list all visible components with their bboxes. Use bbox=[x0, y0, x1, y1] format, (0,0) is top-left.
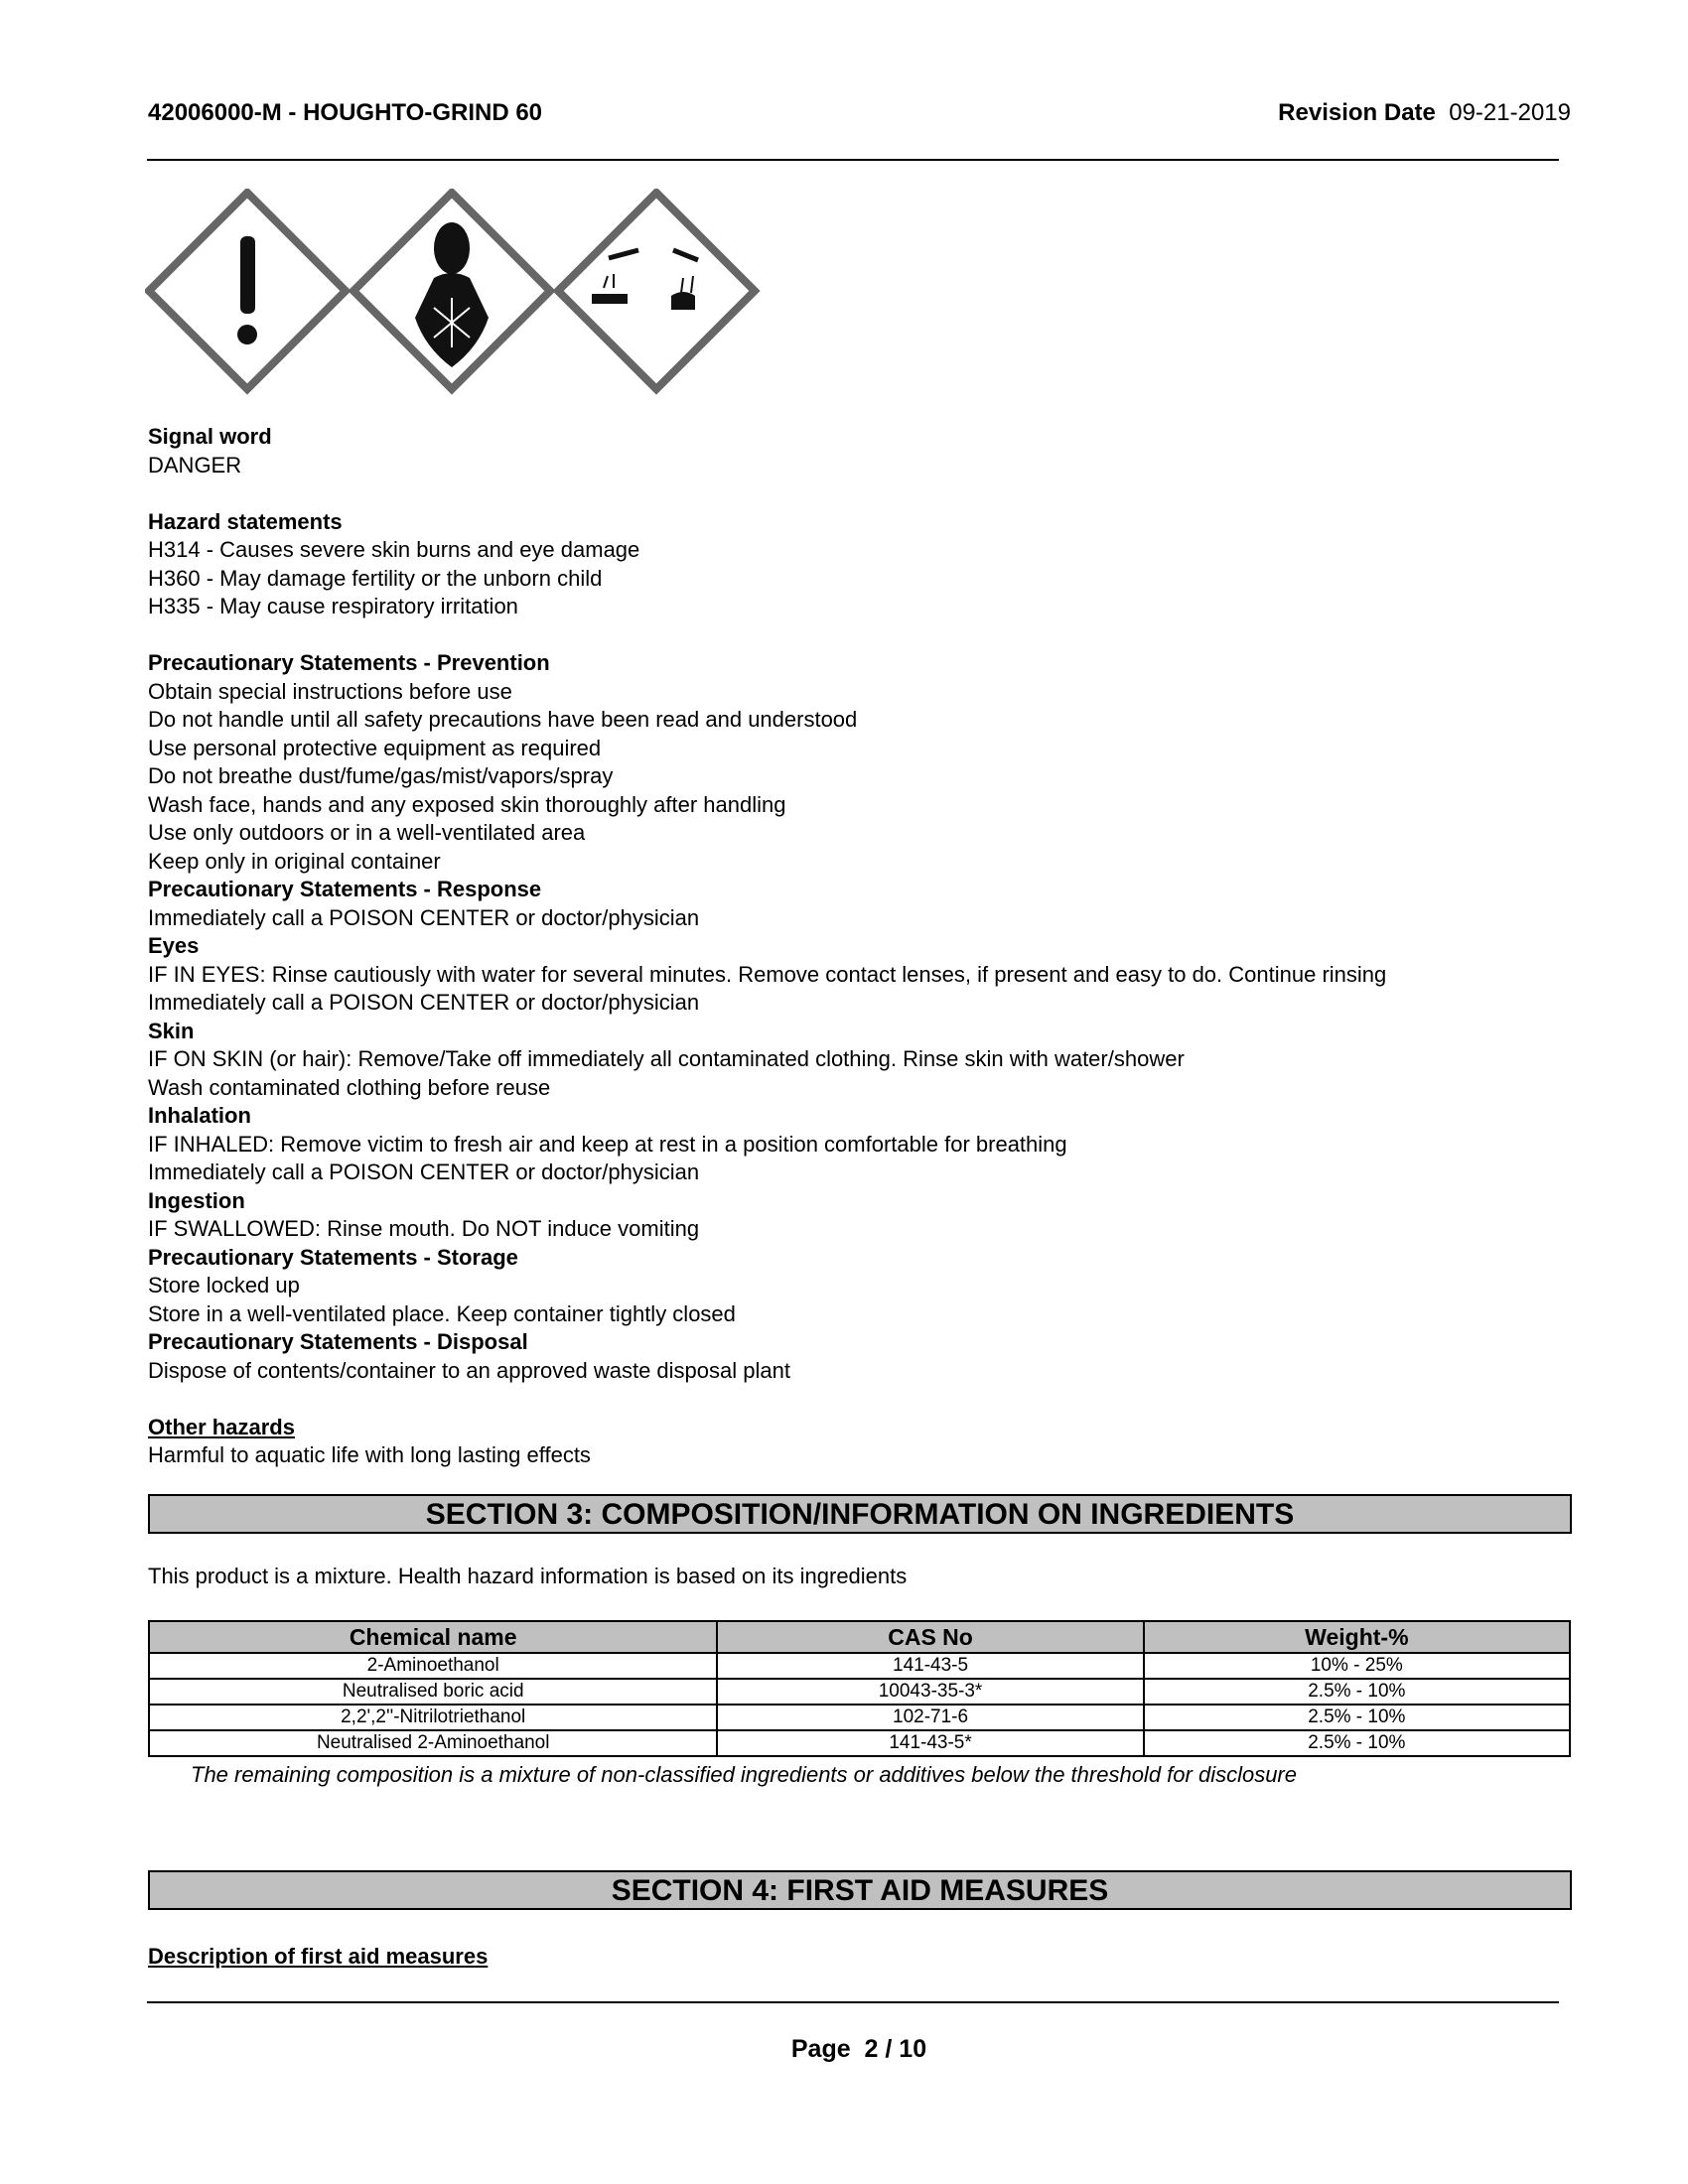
health-hazard-icon bbox=[353, 193, 550, 389]
precautionary-group-label: Precautionary Statements - Disposal bbox=[148, 1329, 528, 1354]
table-cell: 141-43-5 bbox=[717, 1653, 1143, 1679]
precautionary-statement: Wash contaminated clothing before reuse bbox=[148, 1074, 551, 1100]
table-cell: 10% - 25% bbox=[1144, 1653, 1570, 1679]
table-row bbox=[149, 1653, 1570, 1679]
precautionary-statement: Immediately call a POISON CENTER or doctor/physician bbox=[148, 904, 700, 930]
precautionary-statement: IF SWALLOWED: Rinse mouth. Do NOT induce vomiting bbox=[148, 1216, 700, 1241]
precautionary-group-label: Precautionary Statements - Response bbox=[148, 877, 542, 901]
precautionary-statement: Immediately call a POISON CENTER or doctor/physician bbox=[148, 1160, 700, 1184]
hazard-statement: H360 - May damage fertility or the unborn child bbox=[148, 565, 603, 591]
other-hazards-value: Harmful to aquatic life with long lasting effects bbox=[148, 1442, 591, 1467]
column-header: CAS No bbox=[717, 1621, 1143, 1653]
precautionary-statement: Dispose of contents/container to an approved waste disposal plant bbox=[148, 1357, 790, 1383]
page-label: Page bbox=[790, 2035, 851, 2063]
table-cell: 102-71-6 bbox=[717, 1705, 1143, 1730]
hazard-statement: H335 - May cause respiratory irritation bbox=[148, 594, 518, 618]
precautionary-statement: Wash face, hands and any exposed skin thoroughly after handling bbox=[148, 791, 786, 817]
precautionary-statement: Use personal protective equipment as required bbox=[148, 735, 602, 760]
precautionary-statement: Keep only in original container bbox=[148, 848, 441, 874]
signal-word-value: DANGER bbox=[148, 452, 242, 478]
precautionary-group-label: Inhalation bbox=[148, 1103, 251, 1128]
other-hazards-label: Other hazards bbox=[148, 1414, 295, 1439]
precautionary-group-label: Precautionary Statements - Storage bbox=[148, 1244, 518, 1270]
column-header: Chemical name bbox=[149, 1621, 717, 1653]
precautionary-statement: IF INHALED: Remove victim to fresh air and keep at rest in a position comfortable for breathing bbox=[148, 1131, 1067, 1157]
table-cell: 10043-35-3* bbox=[717, 1679, 1143, 1705]
first-aid-subheading: Description of first aid measures bbox=[148, 1944, 489, 1969]
footer-rule bbox=[147, 2001, 1559, 2003]
table-cell: 2.5% - 10% bbox=[1144, 1679, 1570, 1705]
page-number bbox=[0, 2035, 1688, 2064]
page-value: 2 / 10 bbox=[864, 2035, 927, 2063]
precautionary-statement: Store locked up bbox=[148, 1273, 300, 1297]
precautionary-statement: Do not handle until all safety precautions have been read and understood bbox=[148, 707, 858, 732]
table-cell: Neutralised 2-Aminoethanol bbox=[149, 1730, 717, 1756]
table-row bbox=[149, 1730, 1570, 1756]
composition-note: The remaining composition is a mixture of non-classified ingredients or additives below the threshold for disclosure bbox=[191, 1762, 1297, 1787]
table-cell: 2,2',2''-Nitrilotriethanol bbox=[149, 1705, 717, 1730]
exclamation-mark-icon bbox=[149, 193, 346, 389]
hazard-statements-label: Hazard statements bbox=[148, 508, 343, 534]
table-cell: 2-Aminoethanol bbox=[149, 1653, 717, 1679]
table-row bbox=[149, 1679, 1570, 1705]
precautionary-group-label: Precautionary Statements - Prevention bbox=[148, 650, 550, 675]
hazard-info bbox=[148, 423, 1588, 1470]
table-cell: 141-43-5* bbox=[717, 1730, 1143, 1756]
ghs-pictograms bbox=[145, 189, 761, 397]
header-rule bbox=[147, 159, 1559, 161]
ingredients-table bbox=[148, 1620, 1571, 1757]
revision-date-value: 09-21-2019 bbox=[1449, 99, 1571, 126]
revision-date bbox=[1278, 99, 1571, 127]
signal-word-label: Signal word bbox=[148, 424, 272, 449]
precautionary-statement: IF IN EYES: Rinse cautiously with water for several minutes. Remove contact lenses, if present and easy to do. Continue rinsing bbox=[148, 961, 1387, 987]
precautionary-statement: IF ON SKIN (or hair): Remove/Take off immediately all contaminated clothing. Rinse skin with water/shower bbox=[148, 1046, 1185, 1071]
precautionary-statement: Store in a well-ventilated place. Keep container tightly closed bbox=[148, 1300, 736, 1326]
table-cell: 2.5% - 10% bbox=[1144, 1730, 1570, 1756]
table-row bbox=[149, 1705, 1570, 1730]
table-cell: 2.5% - 10% bbox=[1144, 1705, 1570, 1730]
section-4-header: SECTION 4: FIRST AID MEASURES bbox=[148, 1870, 1572, 1910]
precautionary-group-label: Ingestion bbox=[148, 1187, 245, 1213]
table-cell: Neutralised boric acid bbox=[149, 1679, 717, 1705]
section-3-header: SECTION 3: COMPOSITION/INFORMATION ON INGREDIENTS bbox=[148, 1494, 1572, 1534]
corrosion-icon bbox=[558, 193, 755, 389]
precautionary-group-label: Skin bbox=[148, 1018, 195, 1043]
column-header: Weight-% bbox=[1144, 1621, 1570, 1653]
revision-label: Revision Date bbox=[1278, 99, 1436, 126]
precautionary-statement: Do not breathe dust/fume/gas/mist/vapors/spray bbox=[148, 763, 614, 788]
precautionary-group-label: Eyes bbox=[148, 933, 200, 958]
precautionary-statements bbox=[148, 649, 1588, 1385]
section-3-intro: This product is a mixture. Health hazard information is based on its ingredients bbox=[148, 1564, 908, 1588]
document-id: 42006000-M - HOUGHTO-GRIND 60 bbox=[148, 99, 543, 126]
precautionary-statement: Use only outdoors or in a well-ventilated area bbox=[148, 820, 586, 845]
hazard-statement: H314 - Causes severe skin burns and eye damage bbox=[148, 537, 640, 562]
precautionary-statement: Obtain special instructions before use bbox=[148, 678, 512, 704]
precautionary-statement: Immediately call a POISON CENTER or doctor/physician bbox=[148, 990, 700, 1015]
